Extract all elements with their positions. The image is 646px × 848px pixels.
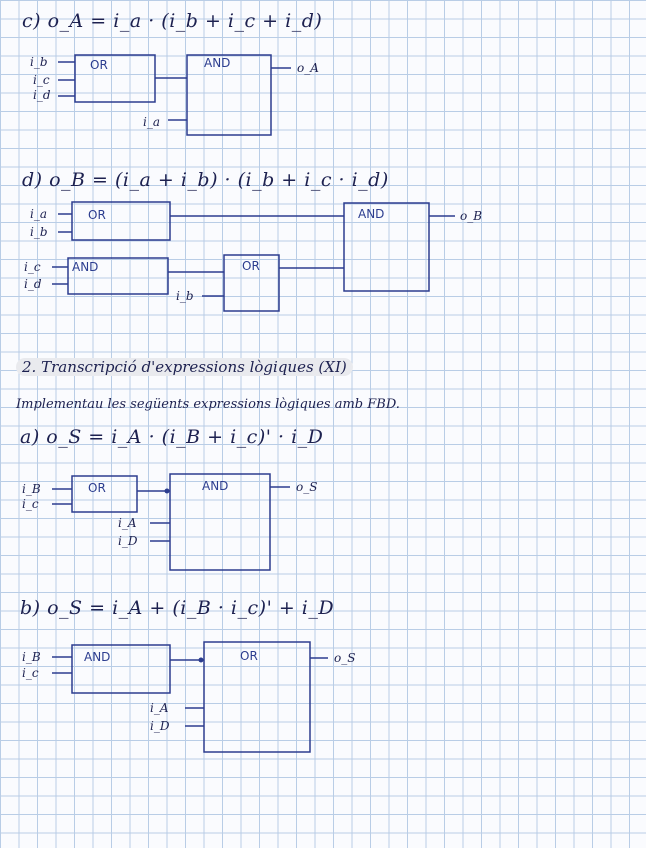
block-label: AND [84, 650, 111, 664]
output-label: o_S [296, 480, 318, 494]
block-label: OR [240, 649, 258, 663]
input-label: i_d [24, 277, 42, 291]
input-label: i_B [22, 482, 41, 496]
input-label: i_A [150, 701, 169, 715]
equation-a: a) o_S = i_A · (i_B + i_c)' · i_D [20, 426, 324, 448]
output-label: o_A [297, 61, 319, 75]
input-label: i_B [22, 650, 41, 664]
block-label: OR [90, 58, 108, 72]
equation-d: d) o_B = (i_a + i_b) · (i_b + i_c · i_d) [22, 169, 389, 191]
block-label: OR [242, 259, 260, 273]
block-label: OR [88, 208, 106, 222]
input-label: i_D [150, 719, 170, 733]
output-label: o_B [460, 209, 483, 223]
input-label: i_b [30, 225, 48, 239]
equation-c: c) o_A = i_a · (i_b + i_c + i_d) [22, 10, 323, 32]
negation-dot [199, 658, 204, 663]
input-label: i_a [30, 207, 47, 221]
input-label: i_b [30, 55, 48, 69]
block-label: AND [202, 479, 229, 493]
input-label: i_c [22, 497, 39, 511]
output-label: o_S [334, 651, 356, 665]
equation-b: b) o_S = i_A + (i_B · i_c)' + i_D [20, 597, 335, 619]
input-label: i_A [118, 516, 137, 530]
block-label: AND [204, 56, 231, 70]
input-label: i_a [143, 115, 160, 129]
input-label: i_c [24, 260, 41, 274]
block-label: OR [88, 481, 106, 495]
block-label: AND [358, 207, 385, 221]
input-label: i_b [176, 289, 194, 303]
section-title: 2. Transcripció d'expressions lògiques (XI) [16, 358, 353, 376]
input-label: i_c [22, 666, 39, 680]
input-label: i_D [118, 534, 138, 548]
section-subtitle: Implementau les següents expressions lògiques amb FBD. [16, 397, 400, 412]
input-label: i_c [33, 73, 50, 87]
block-label: AND [72, 260, 99, 274]
input-label: i_d [33, 88, 51, 102]
